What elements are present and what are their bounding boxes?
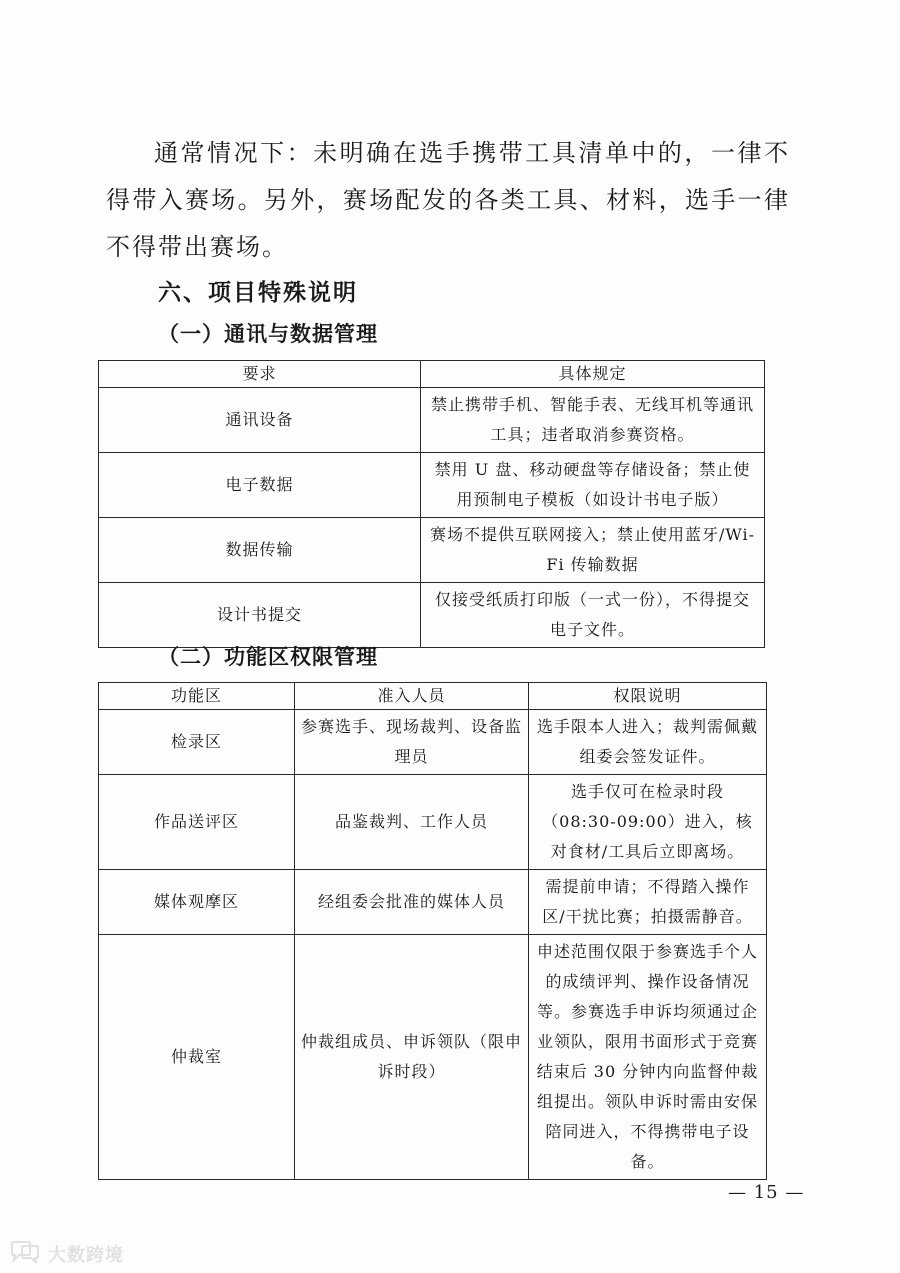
table-header-row <box>99 683 767 710</box>
rule-cell: 禁用 U 盘、移动硬盘等存储设备；禁止使用预制电子模板（如设计书电子版） <box>421 453 765 518</box>
subsection-title-access: （二）功能区权限管理 <box>158 645 378 669</box>
table-row <box>99 453 765 518</box>
table-row <box>99 388 765 453</box>
personnel-cell: 仲裁组成员、申诉领队（限申诉时段） <box>295 935 529 1180</box>
table-row <box>99 710 767 775</box>
watermark-text: 大数跨境 <box>48 1245 124 1266</box>
rule-cell: 禁止携带手机、智能手表、无线耳机等通讯工具；违者取消参赛资格。 <box>421 388 765 453</box>
requirement-cell: 通讯设备 <box>99 388 421 453</box>
watermark <box>8 1240 124 1268</box>
table-row <box>99 870 767 935</box>
header-cell: 功能区 <box>99 683 295 710</box>
requirement-cell: 设计书提交 <box>99 583 421 648</box>
permission-cell: 申述范围仅限于参赛选手个人的成绩评判、操作设备情况等。参赛选手申诉均须通过企业领队，限用书面形式于竞赛结束后 30 分钟内向监督仲裁组提出。领队申诉时需由安保陪同进入，不得携带电子设备。 <box>529 935 767 1180</box>
section-title: 六、项目特殊说明 <box>158 280 358 306</box>
zone-cell: 媒体观摩区 <box>99 870 295 935</box>
table-row <box>99 775 767 870</box>
table-row <box>99 583 765 648</box>
zone-cell: 作品送评区 <box>99 775 295 870</box>
personnel-cell: 经组委会批准的媒体人员 <box>295 870 529 935</box>
requirement-cell: 电子数据 <box>99 453 421 518</box>
header-cell: 具体规定 <box>421 361 765 388</box>
personnel-cell: 参赛选手、现场裁判、设备监理员 <box>295 710 529 775</box>
header-cell: 要求 <box>99 361 421 388</box>
table-row <box>99 518 765 583</box>
communication-data-table <box>98 360 765 648</box>
access-permission-table <box>98 682 767 1180</box>
personnel-cell: 品鉴裁判、工作人员 <box>295 775 529 870</box>
rule-cell: 赛场不提供互联网接入；禁止使用蓝牙/Wi-Fi 传输数据 <box>421 518 765 583</box>
chat-bubble-icon <box>8 1240 42 1268</box>
table-row <box>99 935 767 1180</box>
table-header-row <box>99 361 765 388</box>
intro-paragraph: 通常情况下：未明确在选手携带工具清单中的，一律不得带入赛场。另外，赛场配发的各类工具、材料，选手一律不得带出赛场。 <box>106 139 790 261</box>
permission-cell: 需提前申请；不得踏入操作区/干扰比赛；拍摄需静音。 <box>529 870 767 935</box>
permission-cell: 选手限本人进入；裁判需佩戴组委会签发证件。 <box>529 710 767 775</box>
page-number: — 15 — <box>728 1182 805 1203</box>
zone-cell: 检录区 <box>99 710 295 775</box>
subsection-title-communication: （一）通讯与数据管理 <box>158 322 378 346</box>
permission-cell: 选手仅可在检录时段（08:30-09:00）进入，核对食材/工具后立即离场。 <box>529 775 767 870</box>
requirement-cell: 数据传输 <box>99 518 421 583</box>
header-cell: 权限说明 <box>529 683 767 710</box>
rule-cell: 仅接受纸质打印版（一式一份），不得提交电子文件。 <box>421 583 765 648</box>
header-cell: 准入人员 <box>295 683 529 710</box>
zone-cell: 仲裁室 <box>99 935 295 1180</box>
